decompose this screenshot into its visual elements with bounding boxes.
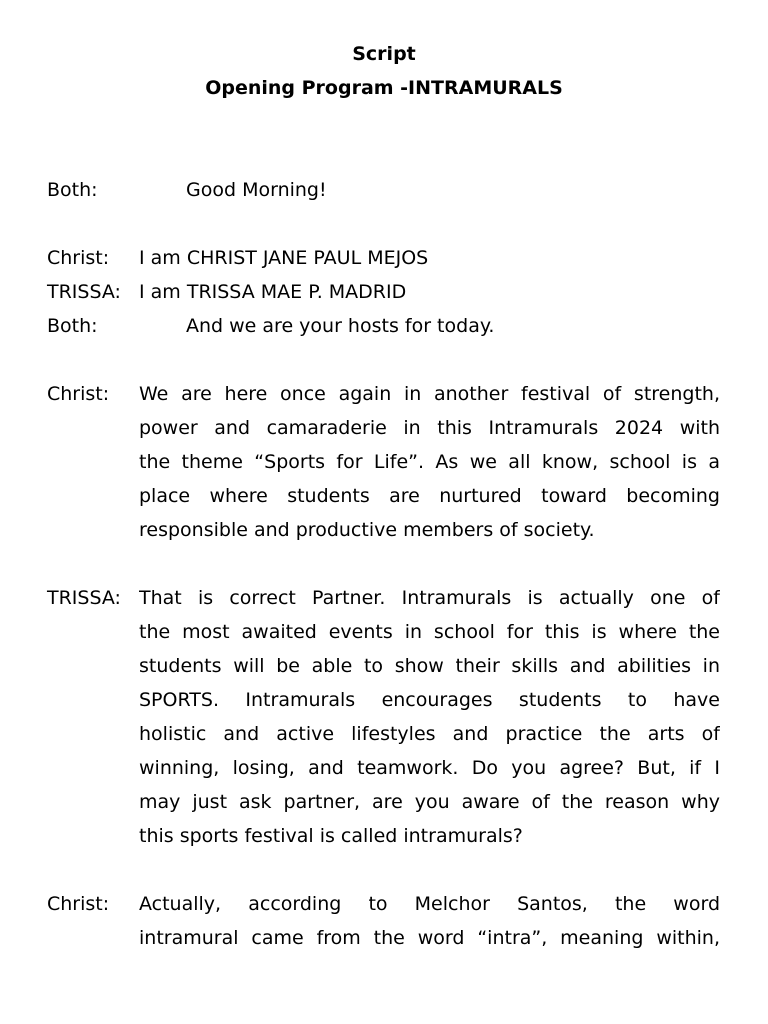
dialogue-line: Good Morning! <box>186 179 327 201</box>
document-subtitle: Opening Program -INTRAMURALS <box>205 77 563 99</box>
document-title: Script <box>352 43 416 65</box>
speaker-label: TRISSA: <box>47 281 121 303</box>
paragraph-line: power and camaraderie in this Intramurals 2024 with <box>139 417 720 439</box>
speaker-label: Christ: <box>47 383 110 405</box>
paragraph-line: students will be able to show their skills and abilities in <box>139 655 720 677</box>
speaker-label: Both: <box>47 315 98 337</box>
paragraph-line: intramural came from the word “intra”, meaning within, <box>139 927 720 949</box>
paragraph-line: SPORTS. Intramurals encourages students to have <box>139 689 720 711</box>
dialogue-line: And we are your hosts for today. <box>186 315 495 337</box>
speaker-label: Christ: <box>47 893 110 915</box>
dialogue-line: I am CHRIST JANE PAUL MEJOS <box>139 247 429 269</box>
paragraph-line: responsible and productive members of society. <box>139 519 595 541</box>
speaker-label: Christ: <box>47 247 110 269</box>
paragraph-line: Actually, according to Melchor Santos, the word <box>139 893 720 915</box>
speaker-label: Both: <box>47 179 98 201</box>
dialogue-line: I am TRISSA MAE P. MADRID <box>139 281 407 303</box>
speaker-label: TRISSA: <box>47 587 121 609</box>
paragraph-line: winning, losing, and teamwork. Do you agree? But, if I <box>139 757 720 779</box>
dialogue-paragraph <box>139 581 720 853</box>
dialogue-paragraph <box>139 887 720 955</box>
paragraph-line: the theme “Sports for Life”. As we all know, school is a <box>139 451 720 473</box>
paragraph-line: That is correct Partner. Intramurals is actually one of <box>139 587 720 609</box>
dialogue-paragraph <box>139 377 720 547</box>
paragraph-line: place where students are nurtured toward becoming <box>139 485 720 507</box>
paragraph-line: We are here once again in another festival of strength, <box>139 383 720 405</box>
paragraph-line: the most awaited events in school for this is where the <box>139 621 720 643</box>
paragraph-line: this sports festival is called intramurals? <box>139 825 523 847</box>
paragraph-line: may just ask partner, are you aware of the reason why <box>139 791 720 813</box>
paragraph-line: holistic and active lifestyles and practice the arts of <box>139 723 720 745</box>
